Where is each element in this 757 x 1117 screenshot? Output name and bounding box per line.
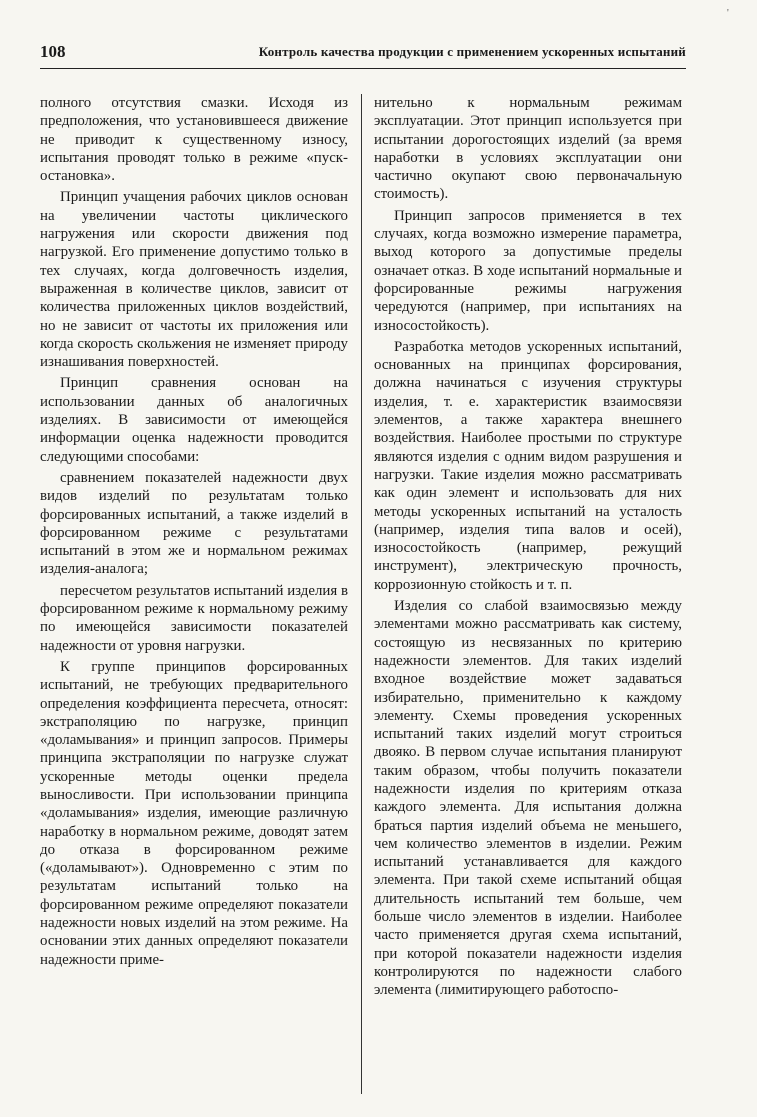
paragraph: Разработка методов ускоренных испытаний, основанных на принципах форсирования, должна начинаться с изучения структуры изделия, т. е. характеристик взаимосвязи элементов, а также характера внешнего воздействия. Наиболее простыми по структуре являются изделия с одним видом разрушения и нагрузки. Такие изделия можно рассматривать как один элемент и использовать для них методы ускоренных испытаний на усталость (например, изделия типа валов и осей), износостойкость (например, режущий инструмент), электрическую прочность, коррозионную стойкость и т. п. [374,338,682,593]
paragraph: Принцип сравнения основан на использовании данных об аналогичных изделиях. В зависимости от имеющейся информации оценка надежности проводится следующими способами: [40,375,348,465]
running-title: Контроль качества продукции с применением ускоренных испытаний [258,44,686,59]
page-number: 108 [40,42,66,61]
paragraph: сравнением показателей надежности двух видов изделий по результатам только форсированных испытаний, а также изделий в форсированном режиме с результатами испытаний в этом же и нормальном режимах изделия-аналога; [40,469,348,578]
header-rule [40,68,686,69]
margin-mark: ' [727,8,729,19]
paragraph: нительно к нормальным режимам эксплуатации. Этот принцип используется при испытании дорогостоящих изделий (за время наработки в условиях эксплуатации они частично окупают свою первоначальную стоимость). [374,95,682,203]
page-header [40,42,686,62]
paragraph: полного отсутствия смазки. Исходя из предположения, что установившееся движение не приводит к существенному износу, испытания проводят только в режиме «пуск-остановка». [40,95,348,185]
paragraph: Принцип учащения рабочих циклов основан на увеличении частоты циклического нагружения или скорости движения под нагрузкой. Его применение допустимо только в тех случаях, когда долговечность изделия, выраженная в количестве циклов, зависит от количества приложенных циклов воздействий, но не зависит от частоты их приложения или когда скорость скольжения не изменяет природу изнашивания поверхностей. [40,189,348,371]
paragraph: Изделия со слабой взаимосвязью между элементами можно рассматривать как систему, состоящую из несвязанных по критерию надежности элементов. Для таких изделий входное воздействие может задаваться избирательно, применительно к каждому элементу. Схемы проведения ускоренных испытаний таких изделий могут строиться двояко. В первом случае испытания планируют таким образом, чтобы получить показатели надежности изделия по критериям отказа каждого элемента. Для испытания должна браться партия изделий объема не меньшего, чем количество элементов в изделии. Режим испытаний устанавливается для каждого элемента. При такой схеме испытаний общая длительность испытаний тем больше, чем больше число элементов в изделии. Наиболее часто применяется другая схема испытаний, при которой показатели надежности изделия контролируются по надежности слабого элемента (лимитирующего работоспо- [374,598,682,999]
paragraph: пересчетом результатов испытаний изделия в форсированном режиме к нормальному режиму по имеющейся зависимости показателей надежности от уровня нагрузки. [40,582,348,654]
left-column [40,94,348,972]
paragraph: К группе принципов форсированных испытаний, не требующих предварительного определения коэффициента пересчета, относят: экстраполяцию по нагрузке, принцип «доламывания» и принцип запросов. Примеры принципа экстраполяции по нагрузке служат ускоренные методы оценки предела выносливости. При использовании принципа «доламывания» изделия, имеющие различную наработку в нормальном режиме, доводят затем до отказа в форсированном режиме («доламывают»). Одновременно с этим по результатам испытаний только на форсированном режиме определяют показатели надежности новых изделий на этом режиме. На основании этих данных определяют показатели надежности приме- [40,658,348,968]
right-column [374,94,682,1003]
column-divider [361,94,362,1094]
paragraph: Принцип запросов применяется в тех случаях, когда возможно измерение параметра, выход которого за допустимые пределы означает отказ. В ходе испытаний нормальные и форсированные режимы нагружения чередуются (например, при испытаниях на износостойкость). [374,207,682,334]
